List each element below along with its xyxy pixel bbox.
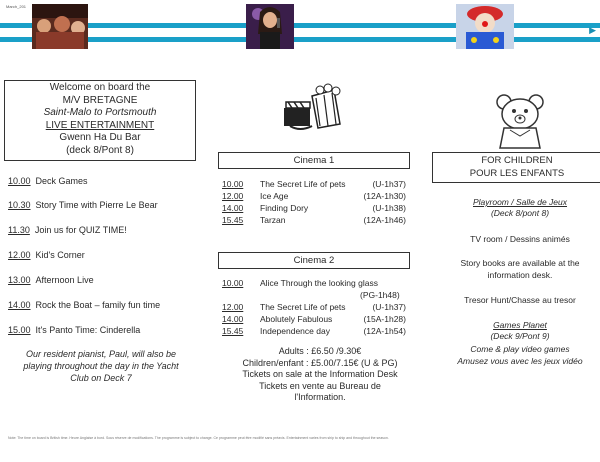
film-row: 12.00 Ice Age (12A-1h30) bbox=[222, 191, 406, 201]
welcome-box bbox=[4, 80, 196, 161]
footnote: Note: The time on board is British time. Heure Anglaise à bord. Sous réserve de modifications. The programme is subject to change. Ce programme peut être modifié sans préavis. Entertainment varies from ship to ship and throughout the season. bbox=[8, 436, 389, 440]
playroom-location: (Deck 8/pont 8) bbox=[490, 208, 550, 218]
bar-name: Gwenn Ha Du Bar bbox=[59, 132, 141, 143]
list-item: 10.30 Story Time with Pierre Le Bear bbox=[8, 200, 158, 210]
teddy-bear-icon bbox=[490, 92, 550, 150]
story-books-line1: Story books are available at the bbox=[460, 258, 580, 268]
welcome-line: Welcome on board the bbox=[49, 82, 151, 93]
ship-name: M/V BRETAGNE bbox=[62, 94, 138, 106]
cinema-clapper-icon bbox=[282, 82, 352, 132]
playroom-title: Playroom / Salle de Jeux bbox=[472, 197, 568, 207]
photo-audience bbox=[32, 4, 88, 49]
film-row: 15.45 Tarzan (12A-1h46) bbox=[222, 215, 406, 225]
film-row: 14.00 Abolutely Fabulous (15A-1h28) bbox=[222, 314, 406, 324]
film-row: 10.00 The Secret Life of pets (U-1h37) bbox=[222, 179, 406, 189]
play-arrow-icon: ▶ bbox=[589, 25, 596, 35]
list-item: 15.00 It's Panto Time: Cinderella bbox=[8, 325, 141, 335]
film-rating: (PG-1h48) bbox=[360, 290, 400, 300]
cinema-1-heading: Cinema 1 bbox=[218, 152, 410, 169]
games-line2: Amusez vous avec les jeux vidéo bbox=[457, 356, 583, 366]
story-books-line2: information desk. bbox=[487, 270, 553, 280]
film-row: 10.00 Alice Through the looking glass bbox=[222, 278, 378, 288]
list-item: 12.00 Kid's Corner bbox=[8, 250, 85, 260]
list-item: 10.00 Deck Games bbox=[8, 176, 88, 186]
games-line1: Come & play video games bbox=[470, 344, 570, 354]
photo-clown bbox=[456, 4, 514, 49]
photo-singer bbox=[246, 4, 294, 49]
list-item: 14.00 Rock the Boat – family fun time bbox=[8, 300, 161, 310]
film-row: 15.45 Independence day (12A-1h54) bbox=[222, 326, 406, 336]
cinema-2-heading: Cinema 2 bbox=[218, 252, 410, 269]
corner-text: March_201 bbox=[6, 4, 27, 9]
route: Saint-Malo to Portsmouth bbox=[43, 107, 157, 118]
live-entertainment-heading: LIVE ENTERTAINMENT bbox=[45, 119, 155, 131]
children-heading: FOR CHILDREN POUR LES ENFANTS bbox=[432, 152, 600, 183]
bar-deck: (deck 8/Pont 8) bbox=[66, 144, 134, 156]
ticket-prices: Adults : £6.50 /9.30€ Children/enfant : £5.00/7.15€ (U & PG) Tickets on sale at the Information Desk Tickets en vente au Bureau de l'Information. bbox=[242, 346, 398, 402]
film-row: 14.00 Finding Dory (U-1h38) bbox=[222, 203, 406, 213]
list-item: 11.30 Join us for QUIZ TIME! bbox=[8, 225, 127, 235]
pianist-note: Our resident pianist, Paul, will also be playing throughout the day in the Yacht Club on Deck 7 bbox=[23, 349, 179, 383]
treasure-hunt: Tresor Hunt/Chasse au tresor bbox=[464, 295, 576, 305]
games-planet-location: (Deck 9/Pont 9) bbox=[490, 331, 550, 341]
games-planet-title: Games Planet bbox=[493, 320, 547, 330]
film-row: 12.00 The Secret Life of pets (U-1h37) bbox=[222, 302, 406, 312]
tv-room: TV room / Dessins animés bbox=[470, 234, 570, 244]
list-item: 13.00 Afternoon Live bbox=[8, 275, 94, 285]
